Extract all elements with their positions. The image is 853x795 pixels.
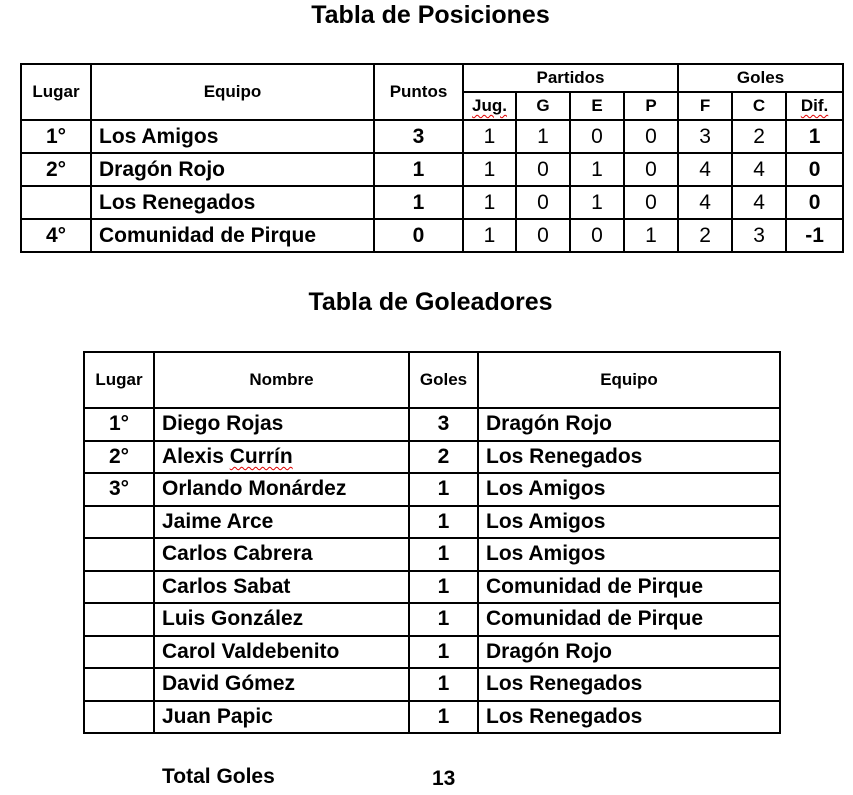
cell-goles: 2 xyxy=(409,441,478,474)
header-goles: Goles xyxy=(409,352,478,408)
cell-g: 0 xyxy=(516,186,570,219)
header-equipo: Equipo xyxy=(478,352,780,408)
table-row xyxy=(84,571,780,604)
cell-goles: 1 xyxy=(409,538,478,571)
scorers-header-row xyxy=(84,352,780,408)
cell-nombre: Luis González xyxy=(154,603,409,636)
cell-nombre: Carlos Cabrera xyxy=(154,538,409,571)
total-goals-value: 13 xyxy=(432,767,456,790)
cell-dif: 1 xyxy=(786,120,843,153)
cell-c: 3 xyxy=(732,219,786,252)
table-row xyxy=(21,219,843,252)
cell-lugar xyxy=(21,186,91,219)
cell-lugar: 3° xyxy=(84,473,154,506)
cell-lugar xyxy=(84,538,154,571)
scorers-title: Tabla de Goleadores xyxy=(308,288,553,316)
cell-lugar xyxy=(84,668,154,701)
cell-nombre: Alexis Currín xyxy=(154,441,409,474)
cell-f: 4 xyxy=(678,153,732,186)
cell-lugar xyxy=(84,571,154,604)
cell-equipo: Los Amigos xyxy=(478,538,780,571)
table-row xyxy=(84,668,780,701)
header-jug: Jug. xyxy=(463,92,516,120)
positions-title: Tabla de Posiciones xyxy=(311,1,550,29)
cell-e: 1 xyxy=(570,186,624,219)
cell-f: 2 xyxy=(678,219,732,252)
cell-jug: 1 xyxy=(463,153,516,186)
cell-p: 0 xyxy=(624,120,678,153)
header-goles: Goles xyxy=(678,64,843,92)
cell-equipo: Los Amigos xyxy=(91,120,374,153)
cell-nombre: David Gómez xyxy=(154,668,409,701)
cell-lugar xyxy=(84,701,154,734)
cell-lugar xyxy=(84,636,154,669)
table-row xyxy=(21,120,843,153)
cell-dif: 0 xyxy=(786,153,843,186)
cell-g: 0 xyxy=(516,219,570,252)
table-row xyxy=(84,441,780,474)
cell-goles: 1 xyxy=(409,603,478,636)
cell-goles: 1 xyxy=(409,473,478,506)
cell-jug: 1 xyxy=(463,120,516,153)
cell-nombre: Juan Papic xyxy=(154,701,409,734)
header-nombre: Nombre xyxy=(154,352,409,408)
header-c: C xyxy=(732,92,786,120)
cell-dif: -1 xyxy=(786,219,843,252)
cell-lugar xyxy=(84,506,154,539)
cell-p: 0 xyxy=(624,153,678,186)
cell-lugar xyxy=(84,603,154,636)
cell-equipo: Comunidad de Pirque xyxy=(478,603,780,636)
header-equipo: Equipo xyxy=(91,64,374,120)
cell-goles: 1 xyxy=(409,668,478,701)
cell-g: 0 xyxy=(516,153,570,186)
cell-p: 0 xyxy=(624,186,678,219)
cell-equipo: Comunidad de Pirque xyxy=(478,571,780,604)
table-row xyxy=(21,186,843,219)
cell-e: 0 xyxy=(570,219,624,252)
header-dif: Dif. xyxy=(786,92,843,120)
cell-e: 1 xyxy=(570,153,624,186)
cell-equipo: Los Amigos xyxy=(478,506,780,539)
cell-goles: 1 xyxy=(409,571,478,604)
cell-equipo: Los Renegados xyxy=(478,701,780,734)
scorers-table xyxy=(83,351,781,734)
cell-nombre: Carlos Sabat xyxy=(154,571,409,604)
cell-g: 1 xyxy=(516,120,570,153)
cell-goles: 3 xyxy=(409,408,478,441)
cell-f: 3 xyxy=(678,120,732,153)
cell-jug: 1 xyxy=(463,186,516,219)
cell-nombre: Carol Valdebenito xyxy=(154,636,409,669)
cell-lugar: 4° xyxy=(21,219,91,252)
header-puntos: Puntos xyxy=(374,64,463,120)
header-lugar: Lugar xyxy=(84,352,154,408)
cell-puntos: 3 xyxy=(374,120,463,153)
cell-dif: 0 xyxy=(786,186,843,219)
cell-equipo: Los Renegados xyxy=(478,668,780,701)
positions-table xyxy=(20,63,844,253)
cell-equipo: Los Amigos xyxy=(478,473,780,506)
header-p: P xyxy=(624,92,678,120)
cell-equipo: Los Renegados xyxy=(478,441,780,474)
cell-c: 4 xyxy=(732,153,786,186)
header-partidos: Partidos xyxy=(463,64,678,92)
cell-equipo: Dragón Rojo xyxy=(91,153,374,186)
table-row xyxy=(84,701,780,734)
table-row xyxy=(84,636,780,669)
cell-puntos: 0 xyxy=(374,219,463,252)
cell-puntos: 1 xyxy=(374,186,463,219)
cell-puntos: 1 xyxy=(374,153,463,186)
table-row xyxy=(21,153,843,186)
cell-equipo: Dragón Rojo xyxy=(478,636,780,669)
table-row xyxy=(84,408,780,441)
cell-nombre: Jaime Arce xyxy=(154,506,409,539)
cell-lugar: 2° xyxy=(84,441,154,474)
table-row xyxy=(84,506,780,539)
cell-nombre: Diego Rojas xyxy=(154,408,409,441)
cell-equipo: Los Renegados xyxy=(91,186,374,219)
cell-f: 4 xyxy=(678,186,732,219)
cell-c: 4 xyxy=(732,186,786,219)
header-g: G xyxy=(516,92,570,120)
cell-goles: 1 xyxy=(409,636,478,669)
cell-p: 1 xyxy=(624,219,678,252)
cell-c: 2 xyxy=(732,120,786,153)
table-row xyxy=(84,473,780,506)
table-row xyxy=(84,603,780,636)
cell-equipo: Dragón Rojo xyxy=(478,408,780,441)
cell-e: 0 xyxy=(570,120,624,153)
positions-header-row xyxy=(21,64,843,92)
cell-nombre: Orlando Monárdez xyxy=(154,473,409,506)
cell-goles: 1 xyxy=(409,701,478,734)
cell-lugar: 2° xyxy=(21,153,91,186)
cell-lugar: 1° xyxy=(21,120,91,153)
cell-jug: 1 xyxy=(463,219,516,252)
cell-equipo: Comunidad de Pirque xyxy=(91,219,374,252)
header-e: E xyxy=(570,92,624,120)
header-lugar: Lugar xyxy=(21,64,91,120)
cell-lugar: 1° xyxy=(84,408,154,441)
cell-goles: 1 xyxy=(409,506,478,539)
header-f: F xyxy=(678,92,732,120)
table-row xyxy=(84,538,780,571)
total-goals-label: Total Goles xyxy=(162,765,275,788)
